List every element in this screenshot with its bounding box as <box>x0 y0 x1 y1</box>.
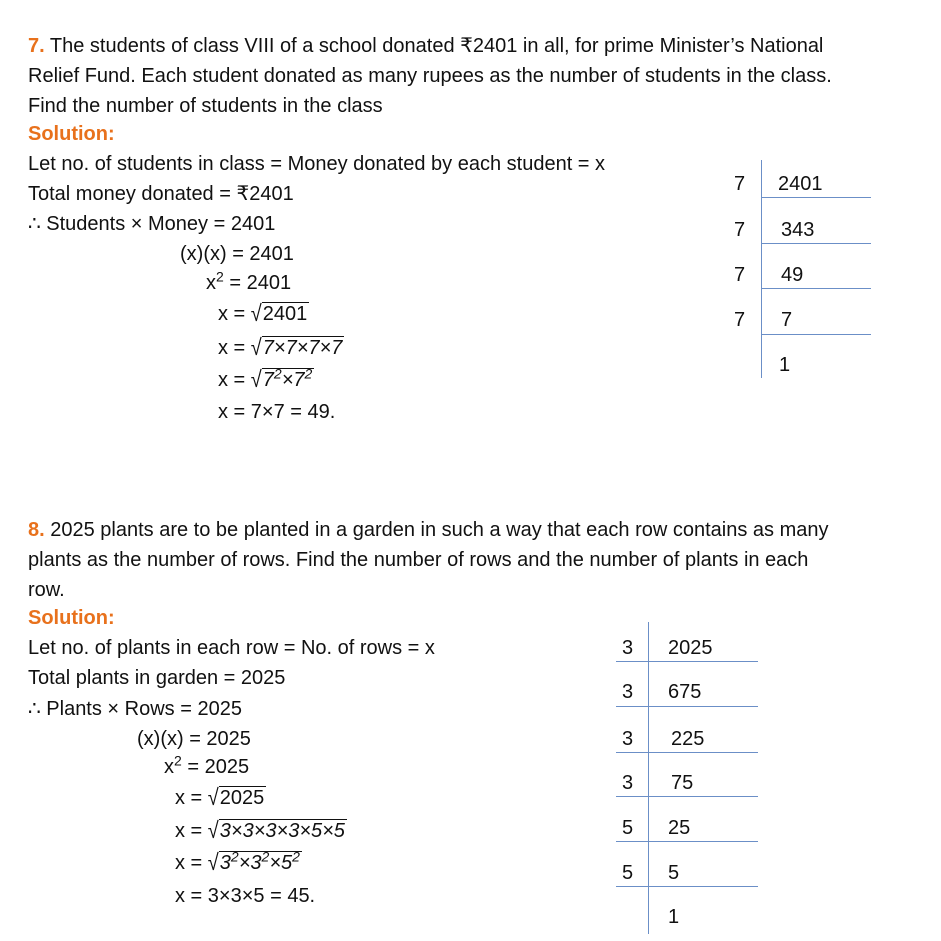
q8-step-7: x = √3×3×3×3×5×5 <box>175 818 345 844</box>
q7-quotient: 2401 <box>778 173 823 195</box>
q7-divisor: 7 <box>734 264 746 286</box>
q8-quotient: 2025 <box>668 637 713 659</box>
q8-quotient: 225 <box>671 728 705 750</box>
q8-step-4: (x)(x) = 2025 <box>137 728 251 750</box>
q8-quotient: 25 <box>668 817 691 839</box>
q8-step-3: ∴ Plants × Rows = 2025 <box>28 698 242 720</box>
q8-quotient: 75 <box>671 772 694 794</box>
q8-question-line-2: plants as the number of rows. Find the number of rows and the number of plants in each <box>28 549 809 571</box>
q7-question-line-1: 7. The students of class VIII of a school donated ₹2401 in all, for prime Minister’s National <box>28 35 824 57</box>
q8-question-line-3: row. <box>28 579 65 601</box>
q8-quotient: 5 <box>668 862 680 884</box>
q8-number: 8. <box>28 519 45 541</box>
q8-final-answer: x = 3×3×5 = 45. <box>175 885 316 907</box>
q8-step-1: Let no. of plants in each row = No. of rows = x <box>28 637 435 659</box>
q7-final-answer: x = 7×7 = 49. <box>218 401 336 423</box>
q8-step-5: $x^2 = 2025$ <box>164 752 250 778</box>
q8-sqrt-2025: 2025 <box>219 787 265 809</box>
q8-step-2: Total plants in garden = 2025 <box>28 667 286 689</box>
q7-sqrt-2401: 2401 <box>262 303 308 325</box>
q7-solution-label: Solution: <box>28 123 115 145</box>
q7-number: 7. <box>28 35 45 57</box>
q7-step-5: $x^2 = 2401$ <box>206 268 292 294</box>
q7-quotient: 7 <box>781 309 793 331</box>
q7-step-8: $x = √7^2\times 7^2$ <box>218 365 313 393</box>
q7-step-2: Total money donated = ₹2401 <box>28 183 294 205</box>
q8-quotient: 1 <box>668 906 680 928</box>
q7-sqrt-factors: 7×7×7×7 <box>262 337 343 359</box>
q8-step-8: $x = √3^2\times 3^2\times 5^2$ <box>175 848 300 876</box>
q8-divisor: 3 <box>622 681 634 703</box>
q7-step-6: x = √2401 <box>218 301 308 327</box>
q7-step-7: x = √7×7×7×7 <box>218 335 343 361</box>
q7-step-4: (x)(x) = 2401 <box>180 243 294 265</box>
q7-divisor: 7 <box>734 173 746 195</box>
q7-step-1: Let no. of students in class = Money donated by each student = x <box>28 153 606 175</box>
q8-divisor: 5 <box>622 862 634 884</box>
q8-divisor: 3 <box>622 772 634 794</box>
q7-quotient: 343 <box>781 219 815 241</box>
q7-step-3: ∴ Students × Money = 2401 <box>28 213 276 235</box>
q7-quotient: 49 <box>781 264 804 286</box>
q8-divisor: 3 <box>622 728 634 750</box>
q7-quotient: 1 <box>779 354 791 376</box>
q8-quotient: 675 <box>668 681 702 703</box>
q7-divisor: 7 <box>734 309 746 331</box>
q7-question-line-2: Relief Fund. Each student donated as many rupees as the number of students in the class. <box>28 65 832 87</box>
q7-question-line-3: Find the number of students in the class <box>28 95 383 117</box>
q8-question-line-1: 8. 2025 plants are to be planted in a garden in such a way that each row contains as many <box>28 519 829 541</box>
q7-divisor: 7 <box>734 219 746 241</box>
q8-divisor: 5 <box>622 817 634 839</box>
q7-sqrt-powers: $7^2\times 7^2$ <box>262 365 313 391</box>
q8-divisor: 3 <box>622 637 634 659</box>
q8-step-6: x = √2025 <box>175 785 265 811</box>
q8-sqrt-factors: 3×3×3×3×5×5 <box>219 820 345 842</box>
q8-solution-label: Solution: <box>28 607 115 629</box>
q8-sqrt-powers: $3^2\times 3^2\times 5^2$ <box>219 848 300 874</box>
